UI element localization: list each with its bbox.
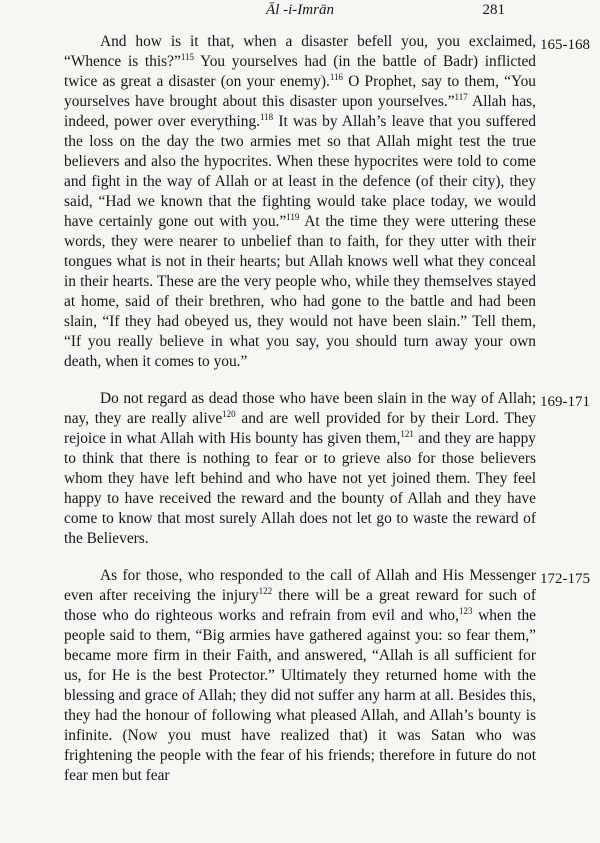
paragraph-text — [64, 390, 536, 547]
text-run: At the time they were uttering these words, they were nearer to unbelief than to faith, for they utter with their tongues what is not in their hearts; but Allah knows well what they conceal in their hearts. These are the very people who, while they themselves stayed at home, said of their brethren, who had gone to the battle and had been slain, “If they had obeyed us, they would not have been slain.” Tell them, “If you really believe in what you say, you should turn away your own death, when it comes to you.” — [64, 213, 536, 370]
footnote-ref: 122 — [258, 585, 273, 596]
footnote-ref: 121 — [400, 428, 414, 439]
verse-range: 165-168 — [540, 37, 590, 53]
text-run: and they are happy to think that there is nothing to fear or to grieve also for those believers whom they have left behind and who have not yet joined them. They feel happy to have received the reward and the bounty of Allah and they have come to know that most surely Allah does not let go to waste the reward of the Believers. — [64, 430, 536, 547]
running-title: Āl -i-Imrān — [266, 2, 334, 18]
text-run: As for those, who responded to the call of Allah and His Messenger even after receiving the injury — [64, 567, 536, 604]
footnote-ref: 116 — [329, 71, 344, 82]
text-run: You yourselves had (in the battle of Badr) inflicted twice as great a disaster (on your enemy). — [64, 53, 537, 90]
footnote-ref: 123 — [458, 605, 473, 616]
text-run: Do not regard as dead those who have been slain in the way of Allah; nay, they are really alive — [64, 390, 536, 427]
text-run: there will be a great reward for such of those who do righteous works and refrain from evil and who, — [64, 587, 536, 624]
text-run: and are well provided for by their Lord. They rejoice in what Allah with His bounty has given them, — [64, 410, 536, 447]
page-header — [0, 2, 600, 22]
page-number: 281 — [482, 2, 505, 18]
footnote-ref: 119 — [286, 211, 300, 222]
footnote-ref: 117 — [454, 91, 468, 102]
paragraph — [64, 566, 590, 786]
verse-range: 169-171 — [540, 394, 590, 410]
text-run: O Prophet, say to them, “You yourselves have brought about this disaster upon yourselves.” — [64, 73, 536, 110]
body-text — [64, 32, 590, 803]
text-run: It was by Allah’s leave that you suffered the loss on the day the two armies met so that Allah might test the true believers and also the hypocrites. When these hypocrites were told to come and fight in the way of Allah or at least in the defence (of their city), they said, “Had we known that the fighting would take place today, we would have certainly gone out with you.” — [64, 113, 537, 230]
paragraph-text — [64, 33, 536, 370]
paragraph — [64, 32, 590, 372]
footnote-ref: 118 — [260, 111, 274, 122]
paragraph-text — [64, 567, 536, 784]
footnote-ref: 115 — [180, 51, 194, 62]
paragraph — [64, 389, 590, 549]
verse-range: 172-175 — [540, 571, 590, 587]
text-run: Allah has, indeed, power over everything. — [64, 93, 536, 130]
text-run: when the people said to them, “Big armies have gathered against you: so fear them,” became more firm in their Faith, and answered, “Allah is all sufficient for us, for He is the best Protector.” Ultimately they returned home with the blessing and grace of Allah; they did not suffer any harm at all. Besides this, they had the honour of following what pleased Allah, and Allah’s bounty is infinite. (Now you must have realized that) it was Satan who was frightening the people with the fear of his friends; therefore in future do not fear men but fear — [64, 607, 537, 784]
text-run: And how is it that, when a disaster befell you, you exclaimed, “Whence is this?” — [64, 33, 536, 70]
footnote-ref: 120 — [222, 408, 236, 419]
